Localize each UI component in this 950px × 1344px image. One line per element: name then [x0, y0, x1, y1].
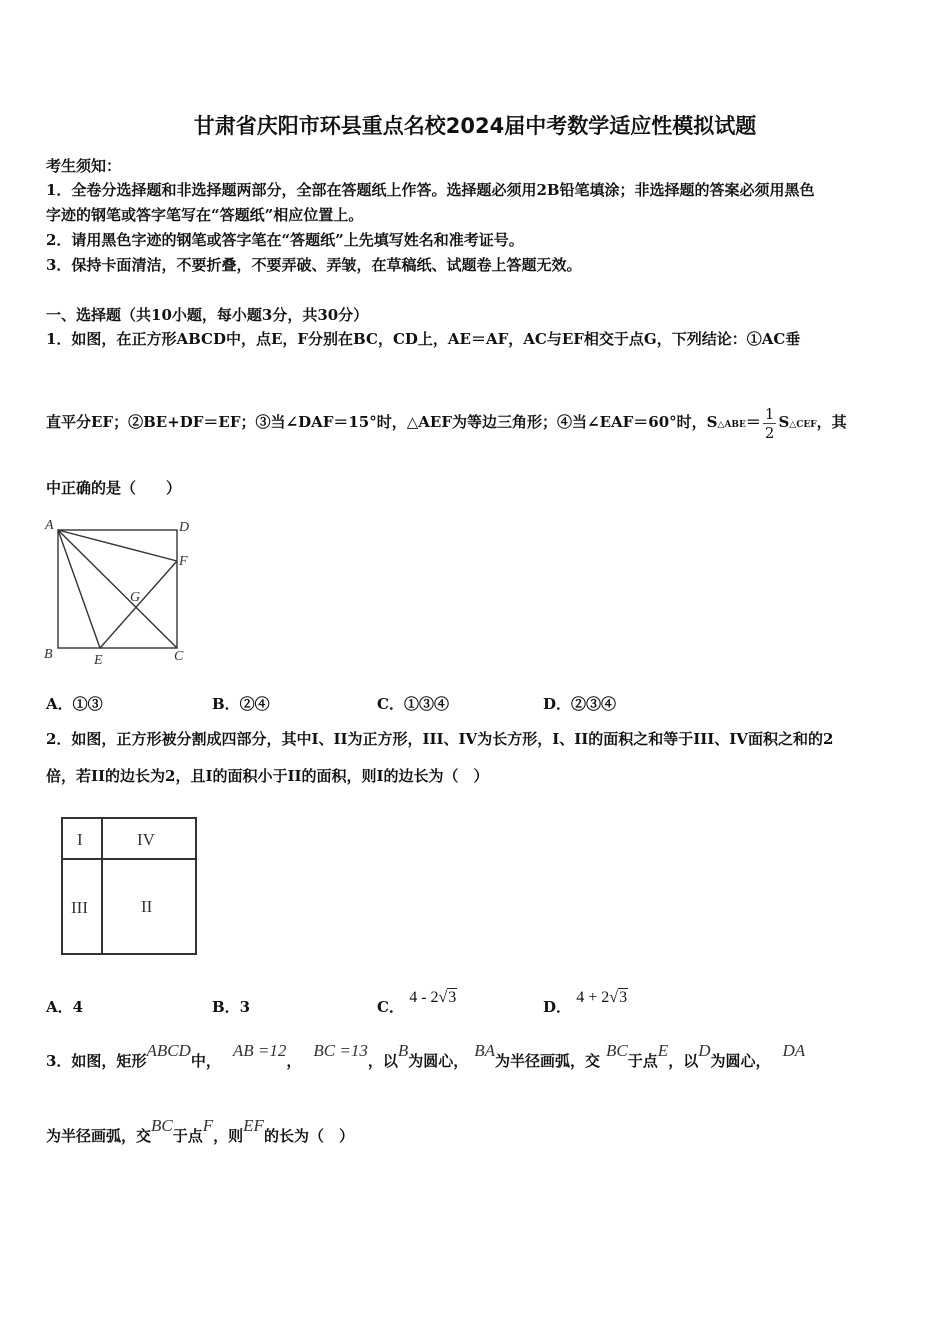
- q1-frac-num: 1: [764, 404, 775, 423]
- q2-line-2: 倍，若II的边长为2，且I的面积小于II的面积，则I的边长为（ ）: [46, 767, 489, 785]
- label-d: D: [179, 520, 190, 535]
- q3-text-1: 3．如图，矩形: [46, 1052, 147, 1070]
- q2-option-d-label: D．: [543, 998, 572, 1016]
- q3-text-4: ，以: [367, 1052, 398, 1070]
- q2-option-c[interactable]: [377, 989, 457, 1017]
- segment-af: [58, 530, 177, 561]
- q2-option-c-radicand: 3: [448, 989, 457, 1006]
- q3-line-2: [46, 1116, 354, 1156]
- q3-text-8: ，以: [668, 1052, 699, 1070]
- q1-line-3: 中正确的是（ ）: [46, 479, 182, 497]
- q2-option-d-radicand: 3: [619, 989, 628, 1006]
- label-a: A: [45, 518, 54, 533]
- q2-option-d-pre: 4 + 2: [576, 989, 610, 1006]
- page-title: 甘肃省庆阳市环县重点名校2024届中考数学适应性模拟试题: [193, 114, 757, 138]
- label-region-iv: IV: [137, 830, 155, 849]
- q2-option-d[interactable]: [543, 989, 628, 1017]
- label-region-iii: III: [71, 898, 88, 917]
- segment-ae: [58, 530, 100, 648]
- q1-sub-cef: △CEF: [789, 420, 817, 430]
- notice-line-3: 3．保持卡面清洁，不要折叠，不要弄破、弄皱，在草稿纸、试题卷上答题无效。: [46, 256, 582, 274]
- q3-math-e: E: [657, 1041, 669, 1060]
- q2-option-c-label: C．: [377, 998, 404, 1016]
- q1-fraction: [763, 405, 777, 442]
- q1-line-2-text: 直平分EF；②BE+DF＝EF；③当∠DAF＝15°时，△AEF为等边三角形；④当∠EAF＝60°时，S: [46, 413, 718, 431]
- q1-option-a[interactable]: A．①③: [46, 695, 103, 713]
- label-e: E: [94, 653, 103, 668]
- q3-math-ef: EF: [243, 1116, 264, 1135]
- q3-line-1: [46, 1041, 805, 1081]
- notice-line-2: 2．请用黑色字迹的钢笔或答字笔在“答题纸”上先填写姓名和准考证号。: [46, 231, 524, 249]
- q3-text-2: 中，: [190, 1052, 221, 1070]
- q3-text-13: 的长为（ ）: [263, 1127, 354, 1145]
- notice-heading: 考生须知：: [46, 157, 122, 175]
- q3-math-f: F: [202, 1116, 214, 1135]
- q2-line-1: 2．如图，正方形被分割成四部分，其中I、II为正方形，III、IV为长方形，I、II的面积之和等于III、IV面积之和的2: [46, 730, 834, 748]
- q1-option-c[interactable]: C．①③④: [377, 695, 449, 713]
- q1-frac-den: 2: [764, 423, 775, 442]
- q3-text-5: 为圆心，: [408, 1052, 469, 1070]
- q3-text-12: ，则: [213, 1127, 244, 1145]
- q2-option-a[interactable]: A．4: [46, 998, 84, 1016]
- q3-text-7: 于点: [627, 1052, 658, 1070]
- q3-math-da: DA: [782, 1041, 806, 1060]
- q3-math-b: B: [397, 1041, 409, 1060]
- q3-text-11: 于点: [172, 1127, 203, 1145]
- q1-sub-abe: △ABE: [717, 420, 746, 430]
- q3-text-3: ，: [286, 1052, 302, 1070]
- section-heading: 一、选择题（共10小题，每小题3分，共30分）: [46, 306, 369, 324]
- q3-math-bc2: BC: [606, 1041, 628, 1060]
- q3-math-bc: BC =13: [313, 1041, 368, 1060]
- q1-line-1: 1．如图，在正方形ABCD中，点E，F分别在BC，CD上，AE＝AF，AC与EF相交于点G，下列结论：①AC垂: [46, 330, 801, 348]
- q1-option-b[interactable]: B．②④: [212, 695, 270, 713]
- segment-ac: [58, 530, 177, 648]
- label-g: G: [130, 590, 141, 605]
- q1-figure-square: [40, 510, 200, 670]
- label-b: B: [44, 647, 53, 662]
- q3-text-6: 为半径画弧，交: [495, 1052, 601, 1070]
- q2-figure-partition: [55, 812, 205, 962]
- q3-math-ab: AB =12: [232, 1041, 287, 1060]
- label-region-i: I: [77, 830, 83, 849]
- notice-line-1a: 1．全卷分选择题和非选择题两部分，全部在答题纸上作答。选择题必须用2B铅笔填涂；非选择题的答案必须用黑色: [46, 181, 815, 199]
- label-c: C: [174, 649, 184, 664]
- notice-line-1b: 字迹的钢笔或答字笔写在“答题纸”相应位置上。: [46, 206, 364, 224]
- q1-s2: S: [778, 413, 790, 431]
- q2-option-b[interactable]: B．3: [212, 998, 251, 1016]
- q3-math-ba: BA: [474, 1041, 496, 1060]
- q2-option-c-pre: 4 - 2: [409, 989, 439, 1006]
- q3-math-d: D: [698, 1041, 711, 1060]
- q2-option-c-expr: 4 - 2√3: [409, 989, 457, 1006]
- q1-eq: ＝: [745, 413, 761, 431]
- q2-option-d-expr: 4 + 2√3: [576, 989, 628, 1006]
- q1-tail: ，其: [816, 413, 847, 431]
- label-f: F: [179, 554, 188, 569]
- label-region-ii: II: [141, 897, 153, 916]
- q3-text-9: 为圆心，: [710, 1052, 771, 1070]
- q3-math-abcd: ABCD: [146, 1041, 191, 1060]
- q3-text-10: 为半径画弧，交: [46, 1127, 152, 1145]
- q3-math-bc3: BC: [151, 1116, 173, 1135]
- q1-line-2: [46, 397, 847, 447]
- q1-option-d[interactable]: D．②③④: [543, 695, 617, 713]
